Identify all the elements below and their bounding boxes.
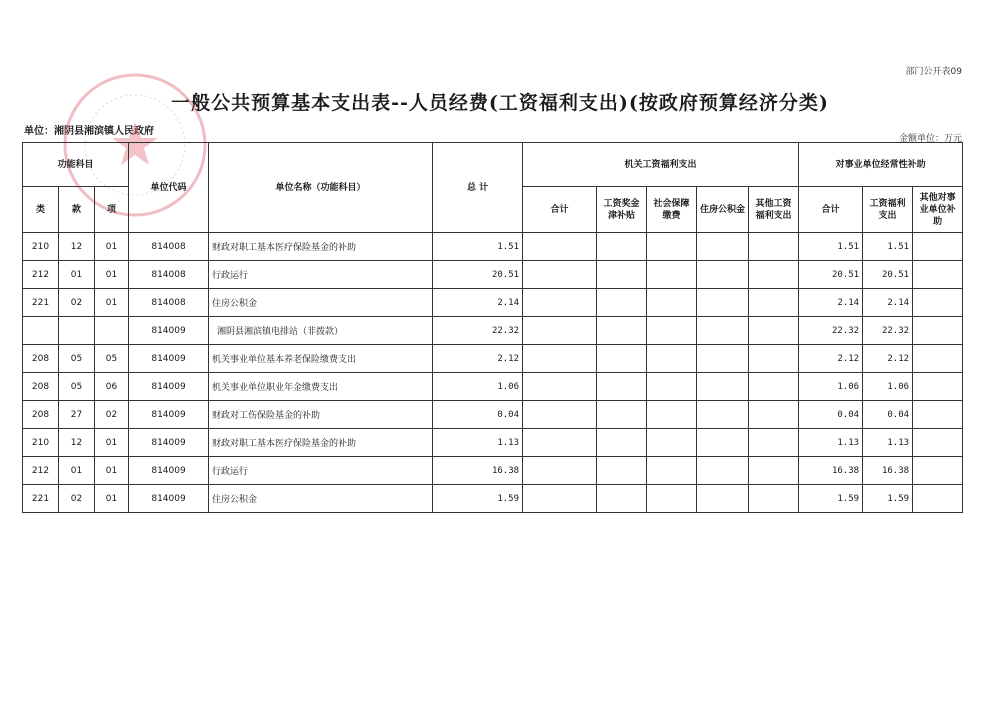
inst-wage-cell: 22.32 — [863, 317, 913, 345]
total-cell: 20.51 — [433, 261, 523, 289]
table-row — [23, 317, 963, 345]
unit-name-cell: 财政对职工基本医疗保险基金的补助 — [209, 429, 433, 457]
govt-other-cell — [749, 485, 799, 513]
govt-other-cell — [749, 457, 799, 485]
govt-housing-cell — [697, 345, 749, 373]
xiang-header: 项 — [95, 187, 129, 233]
lei-header: 类 — [23, 187, 59, 233]
table-row — [23, 485, 963, 513]
total-header: 总 计 — [433, 143, 523, 233]
table-row — [23, 457, 963, 485]
govt-other-cell — [749, 345, 799, 373]
govt-total-cell — [523, 373, 597, 401]
page-title: 一般公共预算基本支出表--人员经费(工资福利支出)(按政府预算经济分类) — [171, 92, 829, 114]
govt-housing-cell — [697, 401, 749, 429]
inst-other-cell — [913, 345, 963, 373]
govt-other-cell — [749, 289, 799, 317]
govt-social-cell — [647, 261, 697, 289]
xiang-cell: 01 — [95, 485, 129, 513]
govt-total-header: 合计 — [523, 187, 597, 233]
govt-total-cell — [523, 261, 597, 289]
kuan-cell: 05 — [59, 345, 95, 373]
inst-other-cell — [913, 373, 963, 401]
govt-wage-cell — [597, 401, 647, 429]
kuan-cell: 01 — [59, 457, 95, 485]
xiang-cell: 01 — [95, 457, 129, 485]
govt-social-cell — [647, 457, 697, 485]
table-row — [23, 345, 963, 373]
inst-total-cell: 1.59 — [799, 485, 863, 513]
govt-social-cell — [647, 401, 697, 429]
table-row — [23, 373, 963, 401]
lei-cell: 208 — [23, 401, 59, 429]
lei-cell: 221 — [23, 485, 59, 513]
inst-other-cell — [913, 485, 963, 513]
lei-cell: 210 — [23, 429, 59, 457]
govt-wage-cell — [597, 289, 647, 317]
govt-social-cell — [647, 373, 697, 401]
inst-wage-cell: 1.06 — [863, 373, 913, 401]
govt-housing-cell — [697, 233, 749, 261]
govt-social-cell — [647, 485, 697, 513]
unit-name-cell: 机关事业单位职业年金缴费支出 — [209, 373, 433, 401]
inst-total-cell: 16.38 — [799, 457, 863, 485]
xiang-cell: 01 — [95, 429, 129, 457]
inst-other-cell — [913, 401, 963, 429]
unit-code-cell: 814009 — [129, 457, 209, 485]
xiang-cell: 01 — [95, 261, 129, 289]
inst-total-cell: 1.06 — [799, 373, 863, 401]
xiang-cell: 06 — [95, 373, 129, 401]
lei-cell: 212 — [23, 457, 59, 485]
func-subject-header: 功能科目 — [23, 143, 129, 187]
govt-other-cell — [749, 429, 799, 457]
govt-total-cell — [523, 317, 597, 345]
total-cell: 1.06 — [433, 373, 523, 401]
kuan-cell: 12 — [59, 233, 95, 261]
lei-cell: 210 — [23, 233, 59, 261]
inst-wage-cell: 16.38 — [863, 457, 913, 485]
kuan-cell: 02 — [59, 289, 95, 317]
unit-name-cell: 住房公积金 — [209, 485, 433, 513]
unit-code-cell: 814008 — [129, 289, 209, 317]
govt-wage-cell — [597, 233, 647, 261]
govt-housing-cell — [697, 485, 749, 513]
lei-cell: 221 — [23, 289, 59, 317]
govt-other-header: 其他工资福利支出 — [749, 187, 799, 233]
govt-social-cell — [647, 345, 697, 373]
govt-wage-group-header: 机关工资福利支出 — [523, 143, 799, 187]
govt-other-cell — [749, 317, 799, 345]
lei-cell: 208 — [23, 345, 59, 373]
unit-code-header: 单位代码 — [129, 143, 209, 233]
govt-social-cell — [647, 317, 697, 345]
total-cell: 22.32 — [433, 317, 523, 345]
kuan-cell: 02 — [59, 485, 95, 513]
govt-housing-cell — [697, 261, 749, 289]
total-cell: 0.04 — [433, 401, 523, 429]
inst-wage-cell: 20.51 — [863, 261, 913, 289]
inst-other-cell — [913, 429, 963, 457]
unit-code-cell: 814008 — [129, 233, 209, 261]
inst-wage-cell: 1.51 — [863, 233, 913, 261]
inst-other-header: 其他对事业单位补助 — [913, 187, 963, 233]
total-cell: 2.12 — [433, 345, 523, 373]
unit-code-cell: 814009 — [129, 429, 209, 457]
inst-total-header: 合计 — [799, 187, 863, 233]
govt-housing-cell — [697, 289, 749, 317]
govt-total-cell — [523, 457, 597, 485]
lei-cell: 212 — [23, 261, 59, 289]
govt-wage-cell — [597, 485, 647, 513]
unit-name-cell: 财政对职工基本医疗保险基金的补助 — [209, 233, 433, 261]
inst-total-cell: 20.51 — [799, 261, 863, 289]
unit-name-header: 单位名称（功能科目） — [209, 143, 433, 233]
inst-other-cell — [913, 261, 963, 289]
unit-name-cell: 住房公积金 — [209, 289, 433, 317]
govt-social-cell — [647, 233, 697, 261]
unit-code-cell: 814008 — [129, 261, 209, 289]
unit-code-cell: 814009 — [129, 401, 209, 429]
govt-total-cell — [523, 401, 597, 429]
govt-total-cell — [523, 289, 597, 317]
govt-housing-cell — [697, 373, 749, 401]
govt-wage-cell — [597, 429, 647, 457]
lei-cell: 208 — [23, 373, 59, 401]
govt-other-cell — [749, 233, 799, 261]
govt-wage-cell — [597, 317, 647, 345]
inst-wage-cell: 1.13 — [863, 429, 913, 457]
total-cell: 16.38 — [433, 457, 523, 485]
kuan-cell: 01 — [59, 261, 95, 289]
table-row — [23, 261, 963, 289]
inst-total-cell: 1.51 — [799, 233, 863, 261]
govt-wage-cell — [597, 457, 647, 485]
kuan-header: 款 — [59, 187, 95, 233]
table-body — [23, 233, 963, 513]
govt-housing-header: 住房公积金 — [697, 187, 749, 233]
inst-total-cell: 0.04 — [799, 401, 863, 429]
unit-code-cell: 814009 — [129, 373, 209, 401]
govt-social-cell — [647, 429, 697, 457]
govt-housing-cell — [697, 429, 749, 457]
govt-other-cell — [749, 373, 799, 401]
xiang-cell: 01 — [95, 233, 129, 261]
inst-wage-cell: 1.59 — [863, 485, 913, 513]
xiang-cell — [95, 317, 129, 345]
govt-other-cell — [749, 261, 799, 289]
unit-name-cell: 机关事业单位基本养老保险缴费支出 — [209, 345, 433, 373]
govt-wage-cell — [597, 345, 647, 373]
lei-cell — [23, 317, 59, 345]
table-row — [23, 429, 963, 457]
govt-social-cell — [647, 289, 697, 317]
xiang-cell: 05 — [95, 345, 129, 373]
govt-total-cell — [523, 233, 597, 261]
govt-wage-header: 工资奖金津补贴 — [597, 187, 647, 233]
govt-other-cell — [749, 401, 799, 429]
xiang-cell: 01 — [95, 289, 129, 317]
total-cell: 1.59 — [433, 485, 523, 513]
kuan-cell: 05 — [59, 373, 95, 401]
unit-name-cell: 财政对工伤保险基金的补助 — [209, 401, 433, 429]
form-number: 部门公开表09 — [905, 67, 962, 77]
govt-wage-cell — [597, 261, 647, 289]
inst-total-cell: 2.14 — [799, 289, 863, 317]
govt-total-cell — [523, 485, 597, 513]
inst-total-cell: 1.13 — [799, 429, 863, 457]
inst-total-cell: 2.12 — [799, 345, 863, 373]
govt-housing-cell — [697, 317, 749, 345]
inst-wage-cell: 0.04 — [863, 401, 913, 429]
inst-wage-cell: 2.12 — [863, 345, 913, 373]
unit-name-cell: 行政运行 — [209, 457, 433, 485]
inst-other-cell — [913, 289, 963, 317]
total-cell: 1.13 — [433, 429, 523, 457]
kuan-cell — [59, 317, 95, 345]
inst-other-cell — [913, 457, 963, 485]
header-row-1 — [23, 143, 963, 187]
unit-label: 单位：湘阴县湘滨镇人民政府 — [24, 126, 154, 137]
total-cell: 2.14 — [433, 289, 523, 317]
unit-code-cell: 814009 — [129, 345, 209, 373]
budget-table — [22, 142, 963, 513]
amount-unit-label: 金额单位：万元 — [898, 134, 962, 144]
xiang-cell: 02 — [95, 401, 129, 429]
govt-social-header: 社会保障缴费 — [647, 187, 697, 233]
table-row — [23, 289, 963, 317]
govt-wage-cell — [597, 373, 647, 401]
inst-wage-header: 工资福利支出 — [863, 187, 913, 233]
govt-total-cell — [523, 429, 597, 457]
kuan-cell: 12 — [59, 429, 95, 457]
table-row — [23, 233, 963, 261]
inst-total-cell: 22.32 — [799, 317, 863, 345]
table-row — [23, 401, 963, 429]
inst-subsidy-group-header: 对事业单位经常性补助 — [799, 143, 963, 187]
inst-other-cell — [913, 233, 963, 261]
govt-total-cell — [523, 345, 597, 373]
govt-housing-cell — [697, 457, 749, 485]
unit-name-cell: 湘阴县湘滨镇电排站（非拨款） — [209, 317, 433, 345]
inst-wage-cell: 2.14 — [863, 289, 913, 317]
kuan-cell: 27 — [59, 401, 95, 429]
unit-code-cell: 814009 — [129, 317, 209, 345]
unit-code-cell: 814009 — [129, 485, 209, 513]
inst-other-cell — [913, 317, 963, 345]
total-cell: 1.51 — [433, 233, 523, 261]
unit-name-cell: 行政运行 — [209, 261, 433, 289]
